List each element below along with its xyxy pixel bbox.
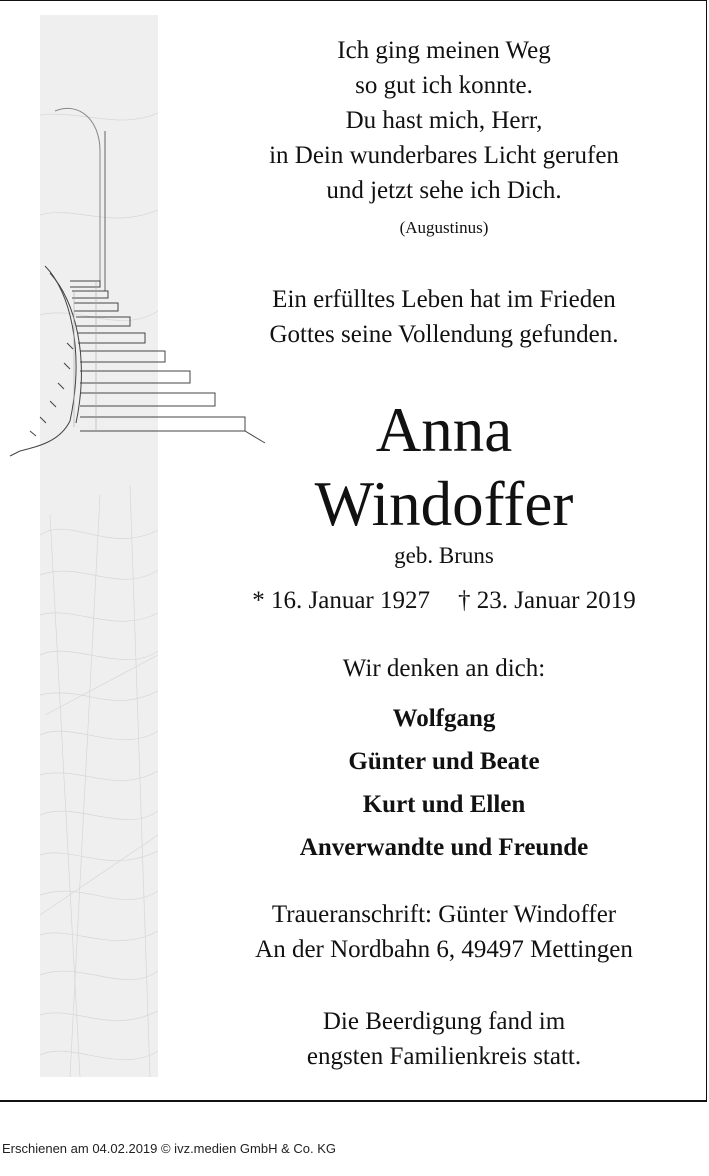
deceased-name xyxy=(188,393,700,541)
mourners-intro: Wir denken an dich: xyxy=(342,655,546,682)
poem-source: (Augustinus) xyxy=(399,218,489,237)
peace-line: Ein erfülltes Leben hat im Frieden xyxy=(272,286,616,313)
first-name: Anna xyxy=(375,395,513,465)
address-line: An der Nordbahn 6, 49497 Mettingen xyxy=(255,936,633,963)
funeral-line: engsten Familienkreis statt. xyxy=(306,1043,582,1070)
poem-line: in Dein wunderbares Licht gerufen xyxy=(269,142,619,169)
birth-date: * 16. Januar 1927 xyxy=(252,587,430,614)
peace-line: Gottes seine Vollendung gefunden. xyxy=(269,321,619,348)
funeral-note xyxy=(188,1004,700,1074)
mourner-name: Günter und Beate xyxy=(348,748,540,775)
mourner-name: Wolfgang xyxy=(392,705,496,732)
peace-statement xyxy=(188,282,700,352)
mourning-address xyxy=(188,897,700,967)
last-name: Windoffer xyxy=(314,469,574,539)
poem-line: so gut ich konnte. xyxy=(355,72,533,99)
death-date: † 23. Januar 2019 xyxy=(458,587,636,614)
life-dates xyxy=(188,585,700,617)
poem-line: und jetzt sehe ich Dich. xyxy=(326,177,562,204)
address-line: Traueranschrift: Günter Windoffer xyxy=(271,901,617,928)
birth-name: geb. Bruns xyxy=(394,543,494,568)
poem xyxy=(188,33,700,208)
poem-line: Du hast mich, Herr, xyxy=(345,107,543,134)
publication-footer: Erschienen am 04.02.2019 © ivz.medien GmbH & Co. KG xyxy=(2,1141,337,1156)
poem-line: Ich ging meinen Weg xyxy=(337,37,551,64)
mourners-list xyxy=(188,697,700,869)
mourner-name: Kurt und Ellen xyxy=(362,791,526,818)
funeral-line: Die Beerdigung fand im xyxy=(322,1008,566,1035)
mourner-name: Anverwandte und Freunde xyxy=(299,834,589,861)
